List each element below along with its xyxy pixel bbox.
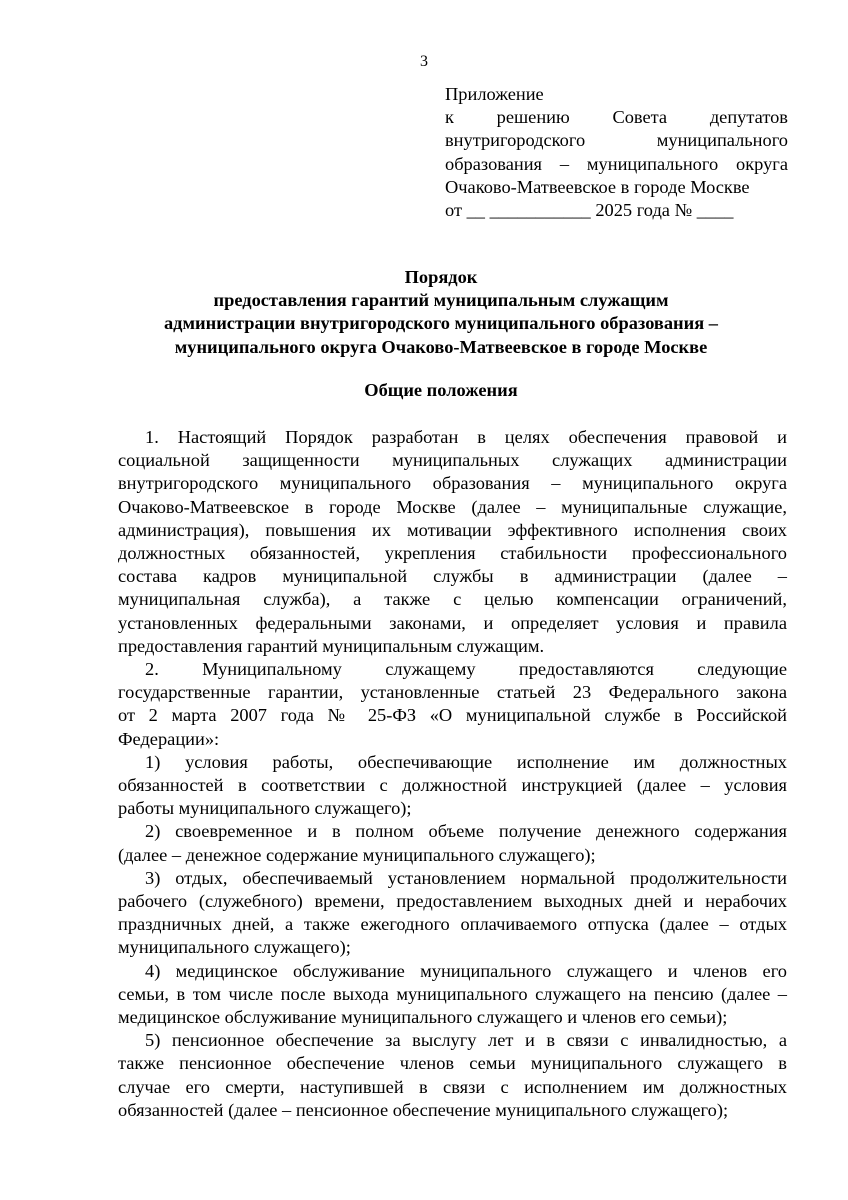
annex-line: внутригородского муниципального <box>445 130 788 151</box>
body-line: медицинское обслуживание муниципального служащего и членов его семьи); <box>118 1007 728 1028</box>
body-line: 2. Муниципальному служащему предоставляются следующие <box>145 659 787 680</box>
title-line: предоставления гарантий муниципальным служащим <box>213 290 669 311</box>
body-line: должностных обязанностей, укрепления стабильности профессионального <box>118 543 787 564</box>
body-line: 1) условия работы, обеспечивающие исполнение им должностных <box>145 751 787 772</box>
body-line: 3) отдых, обеспечиваемый установлением нормальной продолжительности <box>145 867 787 888</box>
body-line: Очаково-Матвеевское в городе Москве (далее – муниципальные служащие, <box>118 496 787 517</box>
body-line: установленных федеральными законами, и определяет условия и правила <box>118 612 787 633</box>
title-line: администрации внутригородского муниципального образования – <box>163 313 718 334</box>
section-heading: Общие положения <box>364 380 518 400</box>
body-line: внутригородского муниципального образования – муниципального округа <box>118 473 787 494</box>
annex-line: Очаково-Матвеевское в городе Москве <box>445 176 750 197</box>
title-line: муниципального округа Очаково-Матвеевское в городе Москве <box>174 336 708 357</box>
body-line: 5) пенсионное обеспечение за выслугу лет и в связи с инвалидностью, а <box>145 1030 787 1051</box>
body-line: муниципальная служба), а также с целью компенсации ограничений, <box>118 589 787 610</box>
body-line: от 2 марта 2007 года № 25-ФЗ «О муниципальной службе в Российской <box>118 705 787 726</box>
annex-line: образования – муниципального округа <box>445 153 788 174</box>
body-line: предоставления гарантий муниципальным служащим. <box>118 635 545 656</box>
title-line: Порядок <box>404 267 478 287</box>
body-line: обязанностей (далее – пенсионное обеспечение муниципального служащего); <box>118 1099 729 1120</box>
body-line: работы муниципального служащего); <box>118 798 412 819</box>
page-number: 3 <box>420 53 428 70</box>
document-title <box>0 266 848 359</box>
body-line: обязанностей в соответствии с должностной инструкцией (далее – условия <box>118 775 787 796</box>
body-line: семьи, в том числе после выхода муниципального служащего на пенсию (далее – <box>118 983 787 1004</box>
body-line: также пенсионное обеспечение членов семьи муниципального служащего в <box>118 1053 787 1074</box>
body-line: государственные гарантии, установленные статьей 23 Федерального закона <box>118 682 787 703</box>
body-line: социальной защищенности муниципальных служащих администрации <box>118 450 787 471</box>
body-line: случае его смерти, наступившей в связи с исполнением им должностных <box>118 1076 787 1097</box>
body-line: праздничных дней, а также ежегодного оплачиваемого отпуска (далее – отдых <box>118 914 787 935</box>
body-line: состава кадров муниципальной службы в администрации (далее – <box>118 566 787 587</box>
body-line: рабочего (служебного) времени, предоставлением выходных дней и нерабочих <box>118 891 787 912</box>
body-line: 2) своевременное и в полном объеме получение денежного содержания <box>145 821 787 842</box>
annex-line: Приложение <box>445 84 544 104</box>
body-line: Федерации»: <box>118 728 220 749</box>
body-line: администрация), повышения их мотивации эффективного исполнения своих <box>118 519 787 540</box>
annex-line: к решению Совета депутатов <box>445 107 788 128</box>
annex-line: от __ ___________ 2025 года № ____ <box>445 200 734 221</box>
document-body <box>118 426 787 1122</box>
body-line: (далее – денежное содержание муниципального служащего); <box>118 844 596 865</box>
body-line: муниципального служащего); <box>118 937 351 958</box>
body-line: 1. Настоящий Порядок разработан в целях обеспечения правовой и <box>145 427 787 447</box>
annex-block <box>445 83 788 222</box>
body-line: 4) медицинское обслуживание муниципального служащего и членов его <box>145 960 787 981</box>
